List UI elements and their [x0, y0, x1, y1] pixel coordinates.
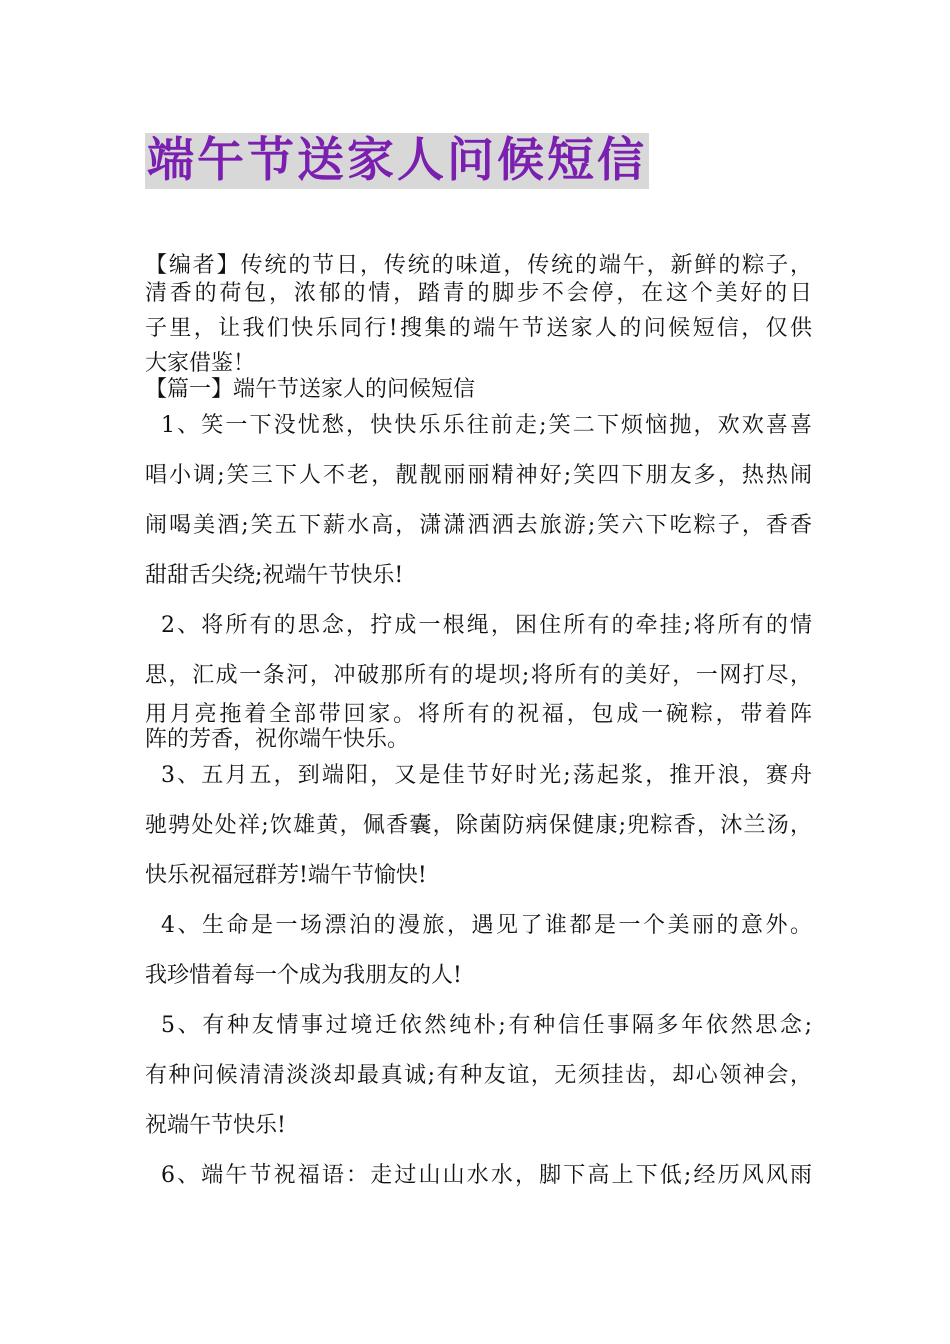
- text-line: 6、端午节祝福语：走过山山水水，脚下高上下低;经历风风雨: [161, 1163, 812, 1188]
- text-line: 思，汇成一条河，冲破那所有的堤坝;将所有的美好，一网打尽，: [145, 663, 812, 688]
- text-line: 有种问候清清淡淡却最真诚;有种友谊，无须挂齿，却心领神会，: [145, 1063, 812, 1088]
- text-line: 【编者】传统的节日，传统的味道，传统的端午，新鲜的粽子，: [145, 253, 812, 278]
- document-title: 端午节送家人问候短信: [147, 133, 647, 188]
- text-line: 5、有种友情事过境迁依然纯朴;有种信任事隔多年依然思念;: [161, 1013, 812, 1038]
- text-line: 子里，让我们快乐同行!搜集的端午节送家人的问候短信，仅供: [145, 316, 812, 341]
- text-line: 唱小调;笑三下人不老，靓靓丽丽精神好;笑四下朋友多，热热闹: [145, 463, 812, 488]
- text-line: 3、五月五，到端阳，又是佳节好时光;荡起浆，推开浪，赛舟: [161, 763, 812, 788]
- text-line: 2、将所有的思念，拧成一根绳，困住所有的牵挂;将所有的情: [161, 613, 812, 638]
- text-line: 甜甜舌尖绕;祝端午节快乐!: [145, 563, 404, 588]
- text-line: 清香的荷包，浓郁的情，踏青的脚步不会停，在这个美好的日: [145, 281, 812, 306]
- text-line: 祝端午节快乐!: [145, 1113, 286, 1138]
- text-line: 4、生命是一场漂泊的漫旅，遇见了谁都是一个美丽的意外。: [161, 913, 812, 938]
- text-line: 1、笑一下没忧愁，快快乐乐往前走;笑二下烦恼抛，欢欢喜喜: [161, 413, 812, 438]
- text-line: 闹喝美酒;笑五下薪水高，潇潇洒洒去旅游;笑六下吃粽子，香香: [145, 513, 812, 538]
- text-line: 【篇一】端午节送家人的问候短信: [145, 377, 476, 402]
- text-line: 用月亮拖着全部带回家。将所有的祝福，包成一碗粽，带着阵: [145, 702, 812, 727]
- text-line: 阵的芳香，祝你端午快乐。: [145, 727, 410, 752]
- text-line: 驰骋处处祥;饮雄黄，佩香囊，除菌防病保健康;兜粽香，沐兰汤，: [145, 813, 812, 838]
- text-line: 快乐祝福冠群芳!端午节愉快!: [145, 863, 427, 888]
- text-line: 大家借鉴！: [145, 351, 256, 376]
- text-line: 我珍惜着每一个成为我朋友的人!: [145, 963, 462, 988]
